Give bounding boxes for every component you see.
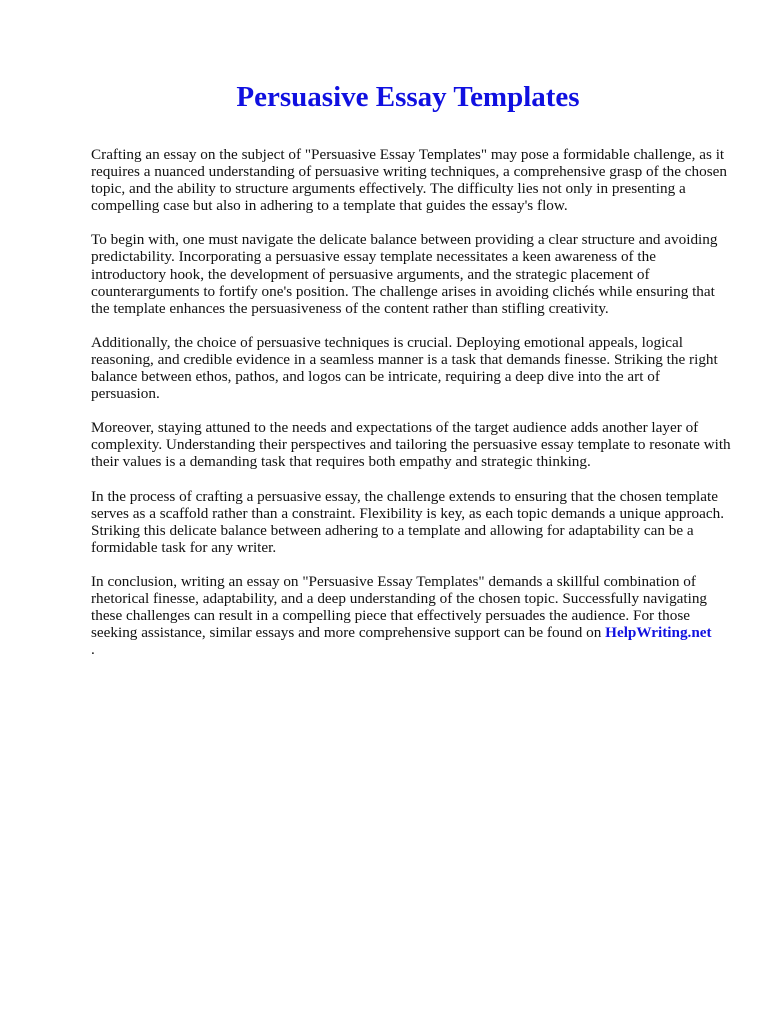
helpwriting-link[interactable]: HelpWriting.net bbox=[605, 624, 712, 642]
essay-body bbox=[91, 146, 731, 675]
paragraph-3: Additionally, the choice of persuasive techniques is crucial. Deploying emotional appeals, logical reasoning, and credible evidence in a seamless manner is a task that demands finesse. Striking the right balance between ethos, pathos, and logos can be intricate, requiring a deep dive into the art of persuasion. bbox=[91, 333, 718, 403]
paragraph-1: Crafting an essay on the subject of "Persuasive Essay Templates" may pose a formidable challenge, as it requires a nuanced understanding of persuasive writing techniques, a comprehensive grasp of the chosen topic, and the ability to structure arguments effectively. The difficulty lies not only in presenting a compelling case but also in adhering to a template that guides the essay's flow. bbox=[91, 146, 727, 215]
paragraph-5: In the process of crafting a persuasive essay, the challenge extends to ensuring that the chosen template serves as a scaffold rather than a constraint. Flexibility is key, as each topic demands a unique approach. Striking this delicate balance between adhering to a template and allowing for adaptability can be a formidable task for any writer. bbox=[91, 487, 725, 556]
paragraph-2: To begin with, one must navigate the delicate balance between providing a clear structure and avoiding predictability. Incorporating a persuasive essay template necessitates a keen awareness of the introductory hook, the development of persuasive arguments, and the strategic placement of counterarguments to fortify one's position. The challenge arises in avoiding clichés while ensuring that the template enhances the persuasiveness of the content rather than stifling creativity. bbox=[91, 231, 718, 317]
conclusion-text: In conclusion, writing an essay on "Persuasive Essay Templates" demands a skillful combination of rhetorical finesse, adaptability, and a deep understanding of the chosen topic. Successfully navigating these challenges can result in a compelling piece that effectively persuades the audience. For those seeking assistance, similar essays and more comprehensive support can be found on bbox=[91, 572, 708, 642]
conclusion-trailing-period: . bbox=[91, 641, 95, 659]
page-title: Persuasive Essay Templates bbox=[236, 81, 580, 113]
paragraph-4: Moreover, staying attuned to the needs and expectations of the target audience adds another layer of complexity. Understanding their perspectives and tailoring the persuasive essay template to resonate with their values is a demanding task that requires both empathy and strategic thinking. bbox=[91, 419, 731, 471]
paragraph-conclusion bbox=[91, 573, 731, 658]
